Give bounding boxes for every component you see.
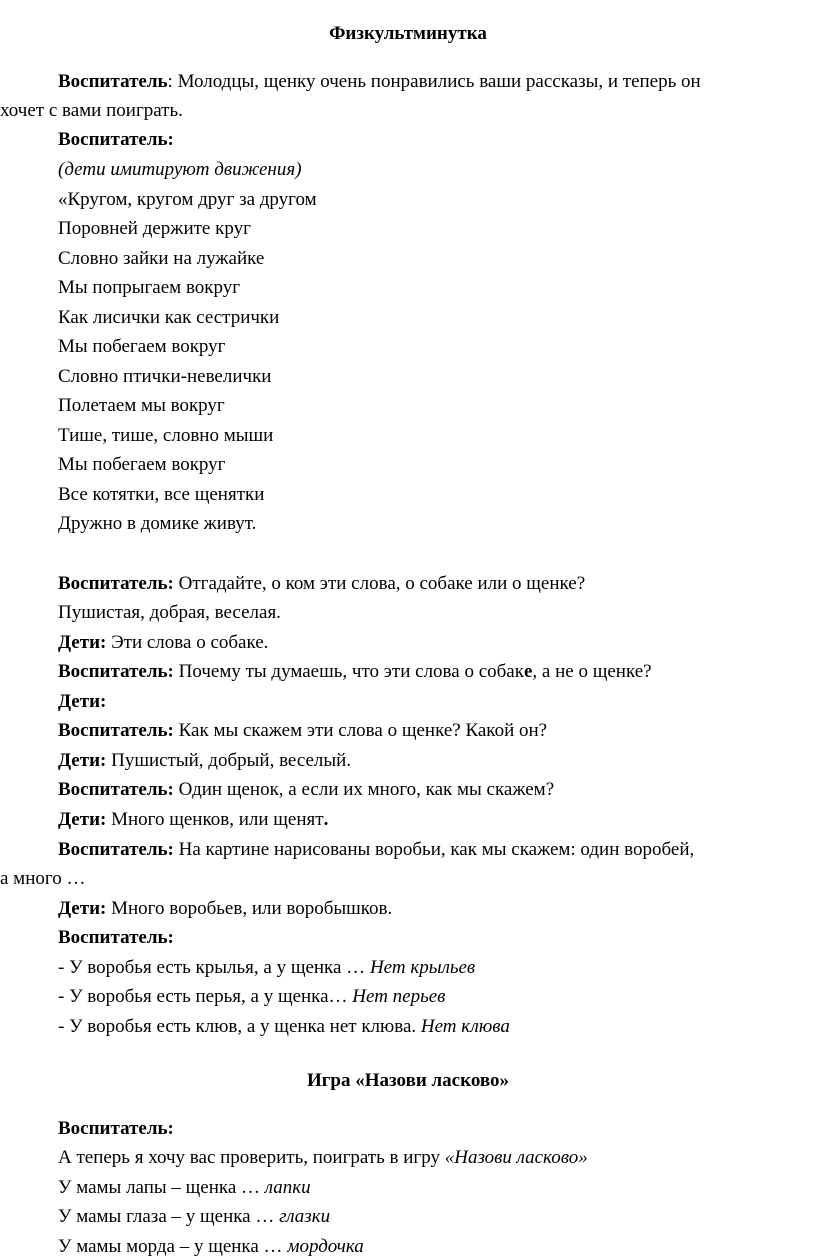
speaker-label: Воспитатель bbox=[58, 71, 168, 92]
dialogue-line: - У воробья есть перья, а у щенка… Нет перьев bbox=[58, 986, 446, 1007]
dialogue-line: Дети: Эти слова о собаке. bbox=[58, 632, 269, 653]
paragraph-intro-line2: хочет с вами поиграть. bbox=[0, 100, 183, 121]
dialogue-line: Воспитатель: Один щенок, а если их много, как мы скажем? bbox=[58, 779, 555, 800]
dialogue-line: - У воробья есть клюв, а у щенка нет клюва. Нет клюва bbox=[58, 1016, 510, 1037]
poem-note: (дети имитируют движения) bbox=[58, 159, 302, 180]
heading-game: Игра «Назови ласково» bbox=[307, 1070, 509, 1091]
dialogue-line: Дети: Много воробьев, или воробышков. bbox=[58, 898, 393, 919]
heading-fizkultminutka: Физкультминутка bbox=[329, 23, 487, 44]
poem-line: Мы побегаем вокруг bbox=[58, 336, 226, 357]
speaker-label: Воспитатель: bbox=[58, 129, 174, 150]
poem-line: Полетаем мы вокруг bbox=[58, 395, 225, 416]
dialogue-line: Пушистая, добрая, веселая. bbox=[58, 602, 281, 623]
poem-line: Мы попрыгаем вокруг bbox=[58, 277, 241, 298]
dialogue-line: Воспитатель: bbox=[58, 927, 174, 948]
dialogue-line: У мамы лапы – щенка … лапки bbox=[58, 1177, 311, 1198]
poem-line: Поровней держите круг bbox=[58, 218, 251, 239]
poem-line: «Кругом, кругом друг за другом bbox=[58, 189, 317, 210]
dialogue-line: Воспитатель: Отгадайте, о ком эти слова, о собаке или о щенке? bbox=[58, 573, 586, 594]
poem-line: Словно птички-невелички bbox=[58, 366, 272, 387]
dialogue-line: Воспитатель: Как мы скажем эти слова о щенке? Какой он? bbox=[58, 720, 548, 741]
paragraph-intro-line1 bbox=[58, 70, 701, 94]
dialogue-line: а много … bbox=[0, 868, 86, 889]
poem-line: Мы побегаем вокруг bbox=[58, 454, 226, 475]
dialogue-line: Дети: bbox=[58, 691, 107, 712]
dialogue-line: У мамы глаза – у щенка … глазки bbox=[58, 1206, 331, 1227]
dialogue-line: Дети: Пушистый, добрый, веселый. bbox=[58, 750, 352, 771]
dialogue-line: У мамы морда – у щенка … мордочка bbox=[58, 1236, 364, 1257]
dialogue-line: Воспитатель: На картине нарисованы воробьи, как мы скажем: один воробей, bbox=[58, 839, 695, 860]
dialogue-line: Дети: Много щенков, или щенят. bbox=[58, 809, 329, 830]
poem-line: Как лисички как сестрички bbox=[58, 307, 280, 328]
poem-line: Тише, тише, словно мыши bbox=[58, 425, 274, 446]
dialogue-line: Воспитатель: bbox=[58, 1118, 174, 1139]
poem-line: Все котятки, все щенятки bbox=[58, 484, 265, 505]
dialogue-line: - У воробья есть крылья, а у щенка … Нет крыльев bbox=[58, 957, 476, 978]
dialogue-line: Воспитатель: Почему ты думаешь, что эти слова о собаке, а не о щенке? bbox=[58, 661, 652, 682]
dialogue-line: А теперь я хочу вас проверить, поиграть в игру «Назови ласково» bbox=[58, 1147, 588, 1168]
paragraph-text: : Молодцы, щенку очень понравились ваши рассказы, и теперь он bbox=[167, 71, 701, 92]
poem-line: Дружно в домике живут. bbox=[58, 513, 257, 534]
poem-line: Словно зайки на лужайке bbox=[58, 248, 265, 269]
